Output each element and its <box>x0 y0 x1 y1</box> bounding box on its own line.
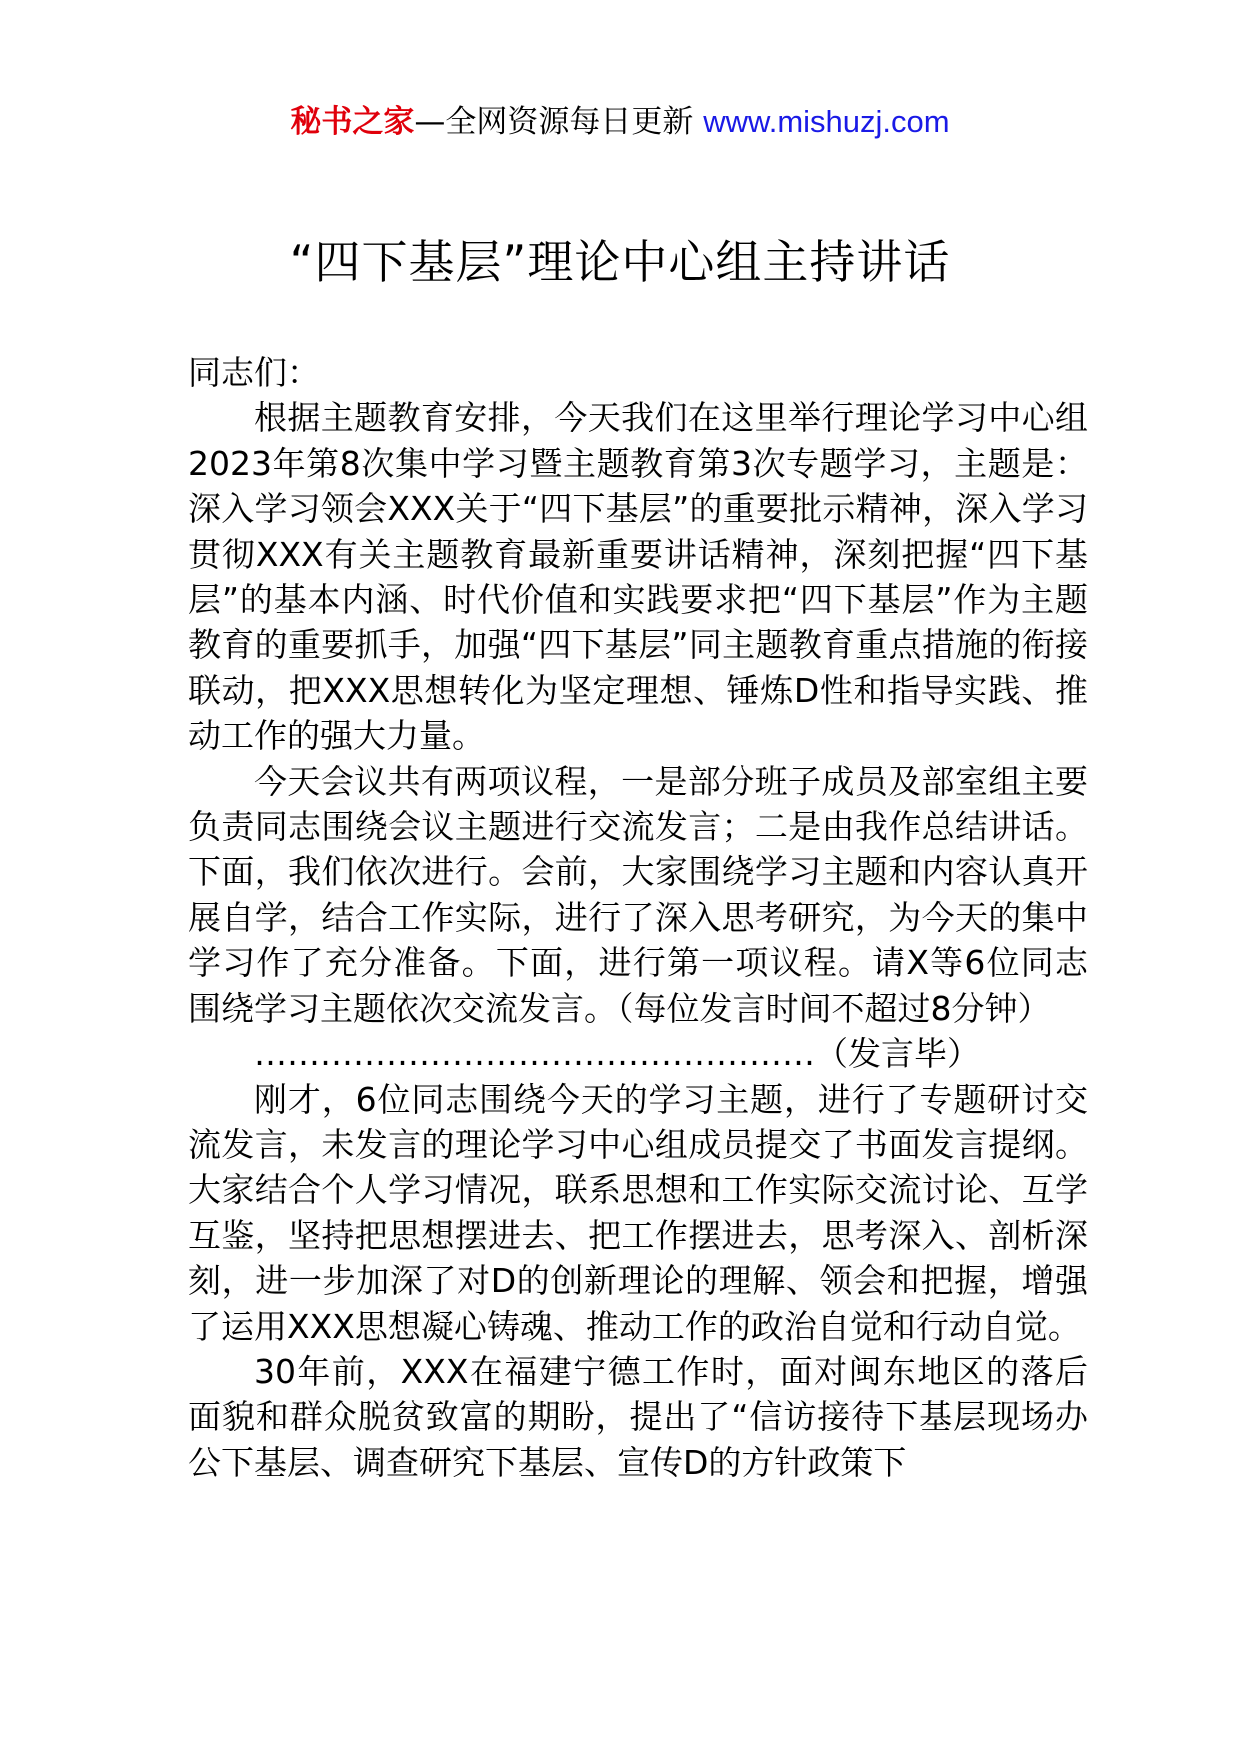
document-title: “四下基层”理论中心组主持讲话 <box>289 235 951 289</box>
site-url[interactable]: www.mishuzj.com <box>703 104 950 139</box>
salutation: 同志们： <box>188 353 320 392</box>
document-body <box>188 350 1088 1485</box>
brand-name: 秘书之家 <box>290 104 415 140</box>
paragraph: 30年前，XXX在福建宁德工作时，面对闽东地区的落后面貌和群众脱贫致富的期盼，提出了“信访接待下基层现场办公下基层、调查研究下基层、宣传D的方针政策下 <box>188 1351 1088 1482</box>
paragraph: 今天会议共有两项议程，一是部分班子成员及部室组主要负责同志围绕会议主题进行交流发言；二是由我作总结讲话。下面，我们依次进行。会前，大家围绕学习主题和内容认真开展自学，结合工作实际，进行了深入思考研究，为今天的集中学习作了充分准备。下面，进行第一项议程。请X等6位同志围绕学习主题依次交流发言。（每位发言时间不超过8分钟） <box>188 761 1088 1028</box>
header-slogan: —全网资源每日更新 <box>414 104 694 140</box>
site-header <box>0 100 1240 144</box>
speech-end-marker: ……………………………………………（发言毕） <box>254 1034 980 1074</box>
paragraph: 刚才，6位同志围绕今天的学习主题，进行了专题研讨交流发言，未发言的理论学习中心组成员提交了书面发言提纲。大家结合个人学习情况，联系思想和工作实际交流讨论、互学互鉴，坚持把思想摆进去、把工作摆进去，思考深入、剖析深刻，进一步加深了对D的创新理论的理解、领会和把握，增强了运用XXX思想凝心铸魂、推动工作的政治自觉和行动自觉。 <box>188 1079 1088 1346</box>
paragraph: 根据主题教育安排，今天我们在这里举行理论学习中心组2023年第8次集中学习暨主题教育第3次专题学习，主题是：深入学习领会XXX关于“四下基层”的重要批示精神，深入学习贯彻XXX有关主题教育最新重要讲话精神，深刻把握“四下基层”的基本内涵、时代价值和实践要求把“四下基层”作为主题教育的重要抓手，加强“四下基层”同主题教育重点措施的衔接联动，把XXX思想转化为坚定理想、锤炼D性和指导实践、推动工作的强大力量。 <box>188 398 1088 756</box>
